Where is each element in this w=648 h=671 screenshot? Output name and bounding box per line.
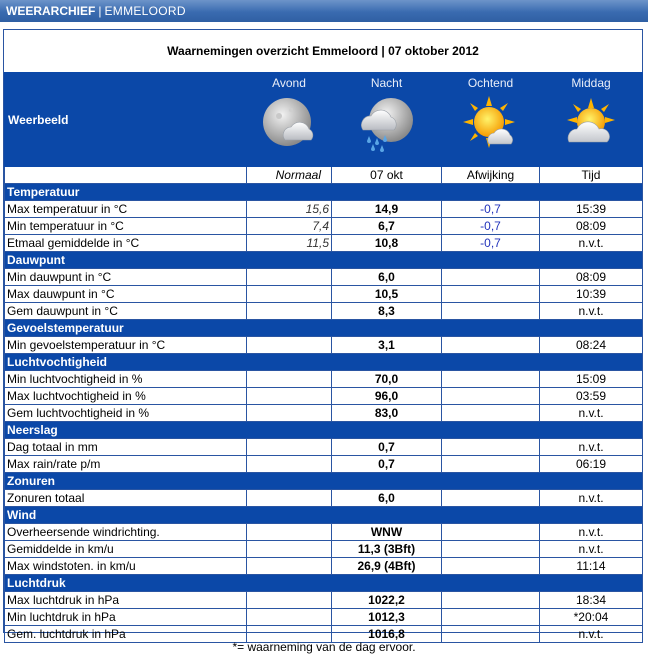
normal-value bbox=[247, 405, 332, 422]
normal-value bbox=[247, 286, 332, 303]
table-row bbox=[5, 405, 643, 422]
normal-value bbox=[247, 388, 332, 405]
normal-value bbox=[247, 439, 332, 456]
period-ochtend bbox=[442, 73, 540, 167]
section-title: Gevoelstemperatuur bbox=[5, 320, 643, 337]
time-value: n.v.t. bbox=[540, 439, 643, 456]
deviation-value: -0,7 bbox=[442, 218, 540, 235]
normal-value bbox=[247, 371, 332, 388]
normal-value: 15,6 bbox=[247, 201, 332, 218]
normal-value bbox=[247, 269, 332, 286]
table-row bbox=[5, 337, 643, 354]
section-header bbox=[5, 422, 643, 439]
observed-value: 0,7 bbox=[332, 439, 442, 456]
observed-value: 1012,3 bbox=[332, 609, 442, 626]
row-name: Max temperatuur in °C bbox=[5, 201, 247, 218]
row-name: Min luchtvochtigheid in % bbox=[5, 371, 247, 388]
time-value: 08:09 bbox=[540, 269, 643, 286]
table-row bbox=[5, 490, 643, 507]
table-row bbox=[5, 456, 643, 473]
period-label: Ochtend bbox=[467, 76, 514, 90]
deviation-value bbox=[442, 286, 540, 303]
row-name: Gem. luchtdruk in hPa bbox=[5, 626, 247, 643]
observed-value: 6,7 bbox=[332, 218, 442, 235]
top-bar bbox=[0, 0, 648, 22]
time-value: 06:19 bbox=[540, 456, 643, 473]
deviation-value bbox=[442, 388, 540, 405]
normal-value bbox=[247, 609, 332, 626]
observation-table bbox=[4, 72, 643, 643]
section-header bbox=[5, 320, 643, 337]
section-title: Wind bbox=[5, 507, 643, 524]
sun-partly-cloudy-icon bbox=[459, 92, 523, 156]
deviation-value bbox=[442, 405, 540, 422]
normal-value bbox=[247, 541, 332, 558]
time-value: 08:24 bbox=[540, 337, 643, 354]
row-name: Gemiddelde in km/u bbox=[5, 541, 247, 558]
row-name: Gem dauwpunt in °C bbox=[5, 303, 247, 320]
row-name: Etmaal gemiddelde in °C bbox=[5, 235, 247, 252]
normal-value: 11,5 bbox=[247, 235, 332, 252]
observed-value: WNW bbox=[332, 524, 442, 541]
header-separator: | bbox=[98, 4, 102, 18]
time-value: n.v.t. bbox=[540, 626, 643, 643]
time-value: n.v.t. bbox=[540, 541, 643, 558]
row-name: Max windstoten. in km/u bbox=[5, 558, 247, 575]
normal-value: 7,4 bbox=[247, 218, 332, 235]
time-value: n.v.t. bbox=[540, 490, 643, 507]
section-header bbox=[5, 473, 643, 490]
table-row bbox=[5, 388, 643, 405]
night-cloudy-icon bbox=[257, 92, 321, 156]
deviation-value bbox=[442, 592, 540, 609]
observed-value: 8,3 bbox=[332, 303, 442, 320]
deviation-value bbox=[442, 303, 540, 320]
table-row bbox=[5, 218, 643, 235]
row-name: Max dauwpunt in °C bbox=[5, 286, 247, 303]
observed-value: 3,1 bbox=[332, 337, 442, 354]
section-header bbox=[5, 507, 643, 524]
row-name: Max rain/rate p/m bbox=[5, 456, 247, 473]
section-title: Luchtdruk bbox=[5, 575, 643, 592]
row-name: Max luchtvochtigheid in % bbox=[5, 388, 247, 405]
table-row bbox=[5, 524, 643, 541]
deviation-value bbox=[442, 490, 540, 507]
row-name: Gem luchtvochtigheid in % bbox=[5, 405, 247, 422]
row-name: Min temperatuur in °C bbox=[5, 218, 247, 235]
time-value: 08:09 bbox=[540, 218, 643, 235]
section-header bbox=[5, 575, 643, 592]
deviation-value bbox=[442, 524, 540, 541]
normal-value bbox=[247, 558, 332, 575]
observed-value: 14,9 bbox=[332, 201, 442, 218]
page-title: Waarnemingen overzicht Emmeloord | 07 oktober 2012 bbox=[167, 44, 479, 58]
observed-value: 0,7 bbox=[332, 456, 442, 473]
time-value: n.v.t. bbox=[540, 303, 643, 320]
row-name: Min gevoelstemperatuur in °C bbox=[5, 337, 247, 354]
deviation-value bbox=[442, 371, 540, 388]
table-row bbox=[5, 286, 643, 303]
table-row bbox=[5, 371, 643, 388]
period-nacht bbox=[332, 73, 442, 167]
section-header bbox=[5, 252, 643, 269]
time-value: n.v.t. bbox=[540, 524, 643, 541]
col-normaal: Normaal bbox=[247, 167, 332, 184]
normal-value bbox=[247, 490, 332, 507]
time-value: 15:39 bbox=[540, 201, 643, 218]
section-header bbox=[5, 184, 643, 201]
table-row bbox=[5, 269, 643, 286]
normal-value bbox=[247, 456, 332, 473]
deviation-value bbox=[442, 439, 540, 456]
time-value: 10:39 bbox=[540, 286, 643, 303]
observed-value: 26,9 (4Bft) bbox=[332, 558, 442, 575]
col-tijd: Tijd bbox=[540, 167, 643, 184]
table-row bbox=[5, 303, 643, 320]
observed-value: 83,0 bbox=[332, 405, 442, 422]
row-name: Min luchtdruk in hPa bbox=[5, 609, 247, 626]
table-row bbox=[5, 201, 643, 218]
observed-value: 6,0 bbox=[332, 490, 442, 507]
row-name: Overheersende windrichting. bbox=[5, 524, 247, 541]
row-name: Zonuren totaal bbox=[5, 490, 247, 507]
column-header-row bbox=[5, 167, 643, 184]
time-value: 18:34 bbox=[540, 592, 643, 609]
observed-value: 10,5 bbox=[332, 286, 442, 303]
deviation-value bbox=[442, 558, 540, 575]
section-header bbox=[5, 354, 643, 371]
header-blank bbox=[5, 167, 247, 184]
period-label: Avond bbox=[272, 76, 306, 90]
footnote: *= waarneming van de dag ervoor. bbox=[232, 640, 416, 654]
normal-value bbox=[247, 303, 332, 320]
brand-label: WEERARCHIEF bbox=[6, 4, 96, 18]
section-title: Temperatuur bbox=[5, 184, 643, 201]
row-name: Min dauwpunt in °C bbox=[5, 269, 247, 286]
row-name: Max luchtdruk in hPa bbox=[5, 592, 247, 609]
deviation-value bbox=[442, 456, 540, 473]
period-label: Middag bbox=[571, 76, 611, 90]
table-row bbox=[5, 558, 643, 575]
time-value: n.v.t. bbox=[540, 235, 643, 252]
table-row bbox=[5, 439, 643, 456]
col-date: 07 okt bbox=[332, 167, 442, 184]
period-label: Nacht bbox=[370, 76, 403, 90]
weerbeeld-label: Weerbeeld bbox=[5, 73, 247, 167]
row-name: Dag totaal in mm bbox=[5, 439, 247, 456]
section-title: Neerslag bbox=[5, 422, 643, 439]
section-title: Zonuren bbox=[5, 473, 643, 490]
section-title: Luchtvochtigheid bbox=[5, 354, 643, 371]
observed-value: 1022,2 bbox=[332, 592, 442, 609]
sun-cloudy-icon bbox=[559, 92, 623, 156]
observation-panel bbox=[3, 29, 643, 641]
observed-value: 11,3 (3Bft) bbox=[332, 541, 442, 558]
location-label: EMMELOORD bbox=[104, 4, 186, 18]
deviation-value bbox=[442, 609, 540, 626]
time-value: 15:09 bbox=[540, 371, 643, 388]
observed-value: 10,8 bbox=[332, 235, 442, 252]
time-value: 03:59 bbox=[540, 388, 643, 405]
table-row bbox=[5, 592, 643, 609]
table-row bbox=[5, 609, 643, 626]
weerbeeld-row bbox=[5, 73, 643, 167]
time-value: 11:14 bbox=[540, 558, 643, 575]
observed-value: 70,0 bbox=[332, 371, 442, 388]
table-row bbox=[5, 235, 643, 252]
observed-value: 6,0 bbox=[332, 269, 442, 286]
observed-value: 1016,8 bbox=[332, 626, 442, 643]
table-row bbox=[5, 541, 643, 558]
time-value: n.v.t. bbox=[540, 405, 643, 422]
period-avond bbox=[247, 73, 332, 167]
period-middag bbox=[540, 73, 643, 167]
observed-value: 96,0 bbox=[332, 388, 442, 405]
col-afwijking: Afwijking bbox=[442, 167, 540, 184]
night-rain-icon bbox=[355, 92, 419, 156]
deviation-value: -0,7 bbox=[442, 235, 540, 252]
deviation-value bbox=[442, 541, 540, 558]
deviation-value: -0,7 bbox=[442, 201, 540, 218]
section-title: Dauwpunt bbox=[5, 252, 643, 269]
normal-value bbox=[247, 337, 332, 354]
normal-value bbox=[247, 524, 332, 541]
deviation-value bbox=[442, 337, 540, 354]
time-value: *20:04 bbox=[540, 609, 643, 626]
deviation-value bbox=[442, 269, 540, 286]
normal-value bbox=[247, 592, 332, 609]
